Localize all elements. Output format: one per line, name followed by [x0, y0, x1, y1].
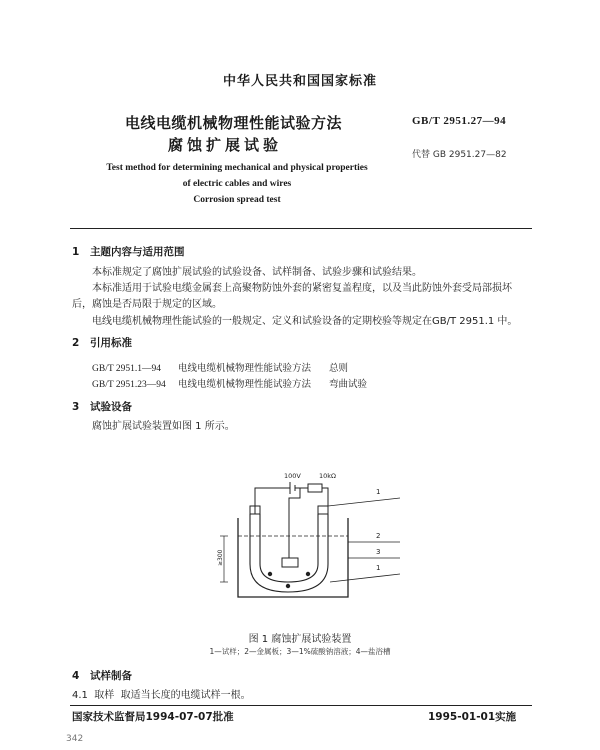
- section-1-paragraph-2b: 后，腐蚀是否局限于规定的区域。: [72, 299, 222, 310]
- header-divider: [70, 228, 532, 229]
- section-number: 4: [72, 670, 80, 682]
- reference-suffix: 总则: [329, 363, 349, 374]
- reference-code: GB/T 2951.1—94: [92, 364, 161, 374]
- callout-1-top: 1: [376, 488, 381, 496]
- reference-code: GB/T 2951.23—94: [92, 380, 166, 390]
- circuit-wires: [255, 482, 328, 558]
- depth-label: ≥300: [217, 549, 224, 566]
- standard-number: GB/T 2951.27—94: [412, 115, 507, 127]
- section-3-heading: [72, 399, 132, 414]
- english-title-line-1: Test method for determining mechanical and physical properties: [106, 163, 368, 173]
- reference-suffix: 弯曲试验: [329, 379, 368, 390]
- section-number: 2: [72, 337, 80, 349]
- section-1-heading: [72, 244, 185, 259]
- figure-legend: 1—试样；2—金属板；3—1%硫酸钠溶液；4—盐浴槽: [209, 647, 391, 656]
- section-4-1-item: [72, 688, 251, 704]
- voltage-label: 100V: [284, 472, 301, 480]
- damage-spot: [268, 572, 272, 576]
- footer-divider: [70, 705, 532, 706]
- damage-spot: [286, 584, 290, 588]
- reference-item: [92, 376, 367, 390]
- page-number: 342: [66, 734, 84, 744]
- callout-2: 2: [376, 532, 381, 540]
- section-title: 主题内容与适用范围: [90, 246, 185, 258]
- replaces-standard: 代替 GB 2951.27—82: [412, 150, 507, 160]
- figure-caption: 图 1 腐蚀扩展试验装置: [248, 634, 352, 645]
- item-title: 取样: [94, 690, 115, 701]
- section-1-paragraph-1: 本标准规定了腐蚀扩展试验的试验设备、试样制备、试验步骤和试验结果。: [92, 267, 422, 278]
- approval-text: 国家技术监督局1994-07-07批准: [72, 711, 234, 723]
- metal-plate: [282, 558, 298, 567]
- damage-spot: [306, 572, 310, 576]
- section-2-heading: [72, 335, 132, 350]
- section-1-paragraph-3: 电线电缆机械物理性能试验的一般规定、定义和试验设备的定期校验等规定在GB/T 2951.1 中。: [92, 316, 518, 327]
- reference-name: 电线电缆机械物理性能试验方法: [178, 379, 312, 390]
- section-number: 1: [72, 246, 80, 258]
- section-4-heading: [72, 668, 132, 683]
- english-title-line-2: of electric cables and wires: [182, 179, 292, 189]
- item-number: 4.1: [72, 690, 88, 701]
- section-1-paragraph-2a: 本标准适用于试验电缆金属套上高聚物防蚀外套的紧密复盖程度，以及当此防蚀外套受局部损坏: [92, 283, 512, 294]
- section-title: 引用标准: [90, 337, 132, 349]
- resistor-label: 10kΩ: [319, 472, 337, 480]
- title-line-2: 腐蚀扩展试验: [168, 136, 283, 154]
- specimen-end-right: [318, 506, 328, 514]
- callout-3: 3: [376, 548, 381, 556]
- callout-1-bottom: 1: [376, 564, 381, 572]
- callout-lines: [328, 498, 400, 582]
- section-number: 3: [72, 401, 80, 413]
- english-title-line-3: Corrosion spread test: [193, 195, 281, 205]
- title-line-1: 电线电缆机械物理性能试验方法: [125, 114, 343, 132]
- item-text: 取适当长度的电缆试样一根。: [120, 690, 251, 701]
- section-title: 试验设备: [90, 401, 132, 413]
- section-3-paragraph-1: 腐蚀扩展试验装置如图 1 所示。: [92, 421, 235, 432]
- section-title: 试样制备: [90, 670, 132, 682]
- reference-name: 电线电缆机械物理性能试验方法: [178, 363, 312, 374]
- corrosion-test-apparatus-diagram: [200, 462, 420, 622]
- reference-item: [92, 360, 348, 374]
- effective-date: 1995-01-01实施: [428, 711, 517, 723]
- standard-category: 中华人民共和国国家标准: [222, 74, 377, 89]
